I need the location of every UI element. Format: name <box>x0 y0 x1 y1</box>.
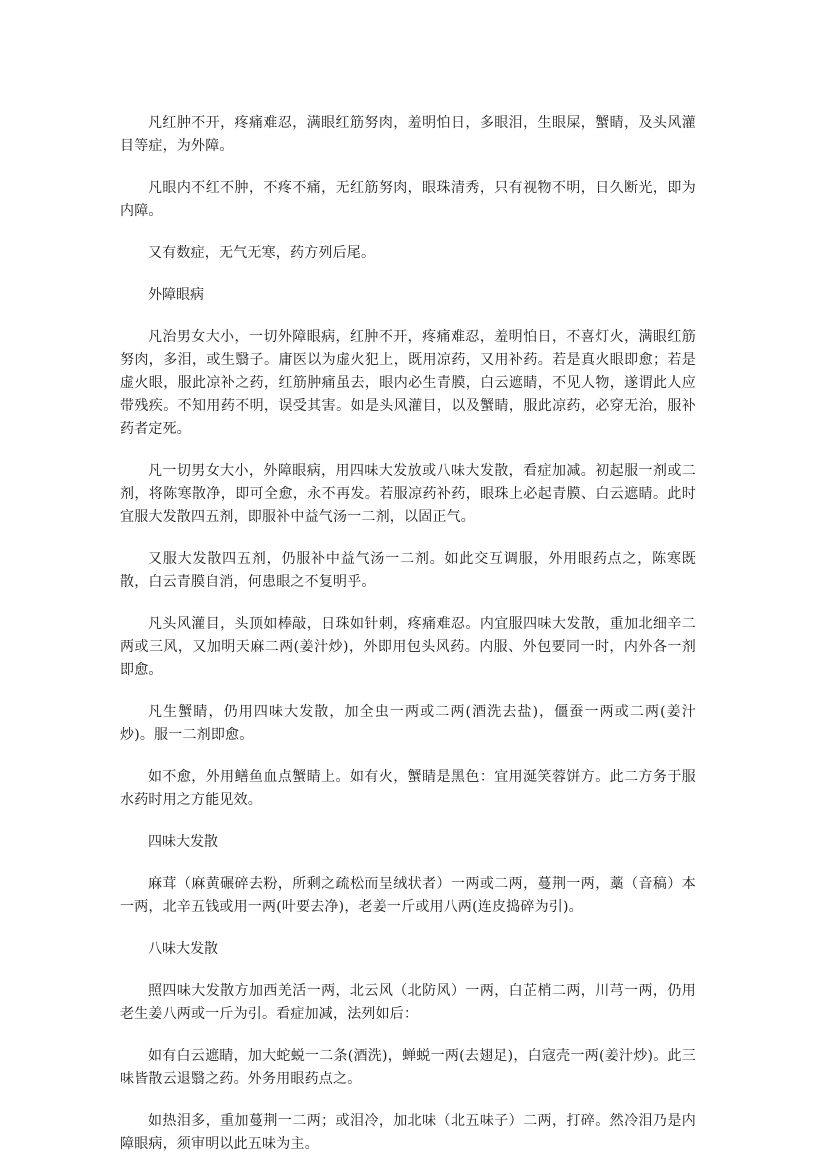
paragraph: 如有白云遮睛，加大蛇蜕一二条(酒洗)，蝉蜕一两(去翅足)，白寇壳一两(姜汁炒)。此三味皆散云退翳之药。外务用眼药点之。 <box>120 1048 696 1087</box>
paragraph: 凡一切男女大小，外障眼病，用四味大发放或八味大发散，看症加减。初起服一剂或二剂，将陈寒散净，即可全愈，永不再发。若服凉药补药，眼珠上必起青膜、白云遮睛。此时宜服大发散四五剂，即服补中益气汤一二剂，以固正气。 <box>120 463 696 525</box>
paragraph: 凡生蟹睛，仍用四味大发散，加全虫一两或二两(酒洗去盐)，僵蚕一两或二两(姜汁炒)。服一二剂即愈。 <box>120 704 696 743</box>
section-heading: 外障眼病 <box>148 287 204 303</box>
document-page <box>120 112 696 1175</box>
paragraph: 麻茸（麻黄碾碎去粉，所剩之疏松而呈绒状者）一两或二两，蔓荆一两，藁（音稿）本一两，北辛五钱或用一两(叶要去净)，老姜一斤或用八两(连皮捣碎为引)。 <box>120 876 696 915</box>
section-heading: 四味大发散 <box>148 834 218 850</box>
paragraph: 凡头风灌目，头顶如棒敲，日珠如针刺，疼痛难忍。内宜服四味大发散，重加北细辛二两或三风，又加明天麻二两(姜汁炒)，外即用包头风药。内服、外包要同一时，内外各一剂即愈。 <box>120 616 696 678</box>
paragraph: 凡治男女大小，一切外障眼病，红肿不开，疼痛难忍，羞明怕日，不喜灯火，满眼红筋努肉，多泪，或生翳子。庸医以为虚火犯上，既用凉药，又用补药。若是真火眼即愈；若是虚火眼，服此凉补之药，红筋肿痛虽去，眼内必生青膜，白云遮睛，不见人物，遂谓此人应带残疾。不知用药不明，误受其害。如是头风灌目，以及蟹睛，服此凉药，必穿无治，服补药者定死。 <box>120 329 696 437</box>
paragraph: 凡眼内不红不肿，不疼不痛，无红筋努肉，眼珠清秀，只有视物不明，日久断光，即为内障。 <box>120 180 696 219</box>
paragraph: 如热泪多，重加蔓荆一二两；或泪冷，加北味（北五味子）二两，打碎。然冷泪乃是内障眼病，须审明以此五味为主。 <box>120 1113 696 1152</box>
paragraph: 又服大发散四五剂，仍服补中益气汤一二剂。如此交互调服，外用眼药点之，陈寒既散，白云青膜自消，何患眼之不复明乎。 <box>120 551 696 590</box>
paragraph: 又有数症，无气无寒，药方列后尾。 <box>148 245 376 261</box>
paragraph: 如不愈，外用鳝鱼血点蟹睛上。如有火，蟹睛是黑色：宜用涎笑蓉饼方。此二方务于服水药时用之方能见效。 <box>120 769 696 808</box>
section-heading: 八味大发散 <box>148 941 218 957</box>
paragraph: 凡红肿不开，疼痛难忍，满眼红筋努肉，羞明怕日，多眼泪，生眼屎，蟹睛，及头风灌目等症，为外障。 <box>120 115 696 154</box>
paragraph: 照四味大发散方加西羌活一两，北云风（北防风）一两，白芷梢二两，川芎一两，仍用老生姜八两或一斤为引。看症加减，法列如后： <box>120 983 696 1022</box>
